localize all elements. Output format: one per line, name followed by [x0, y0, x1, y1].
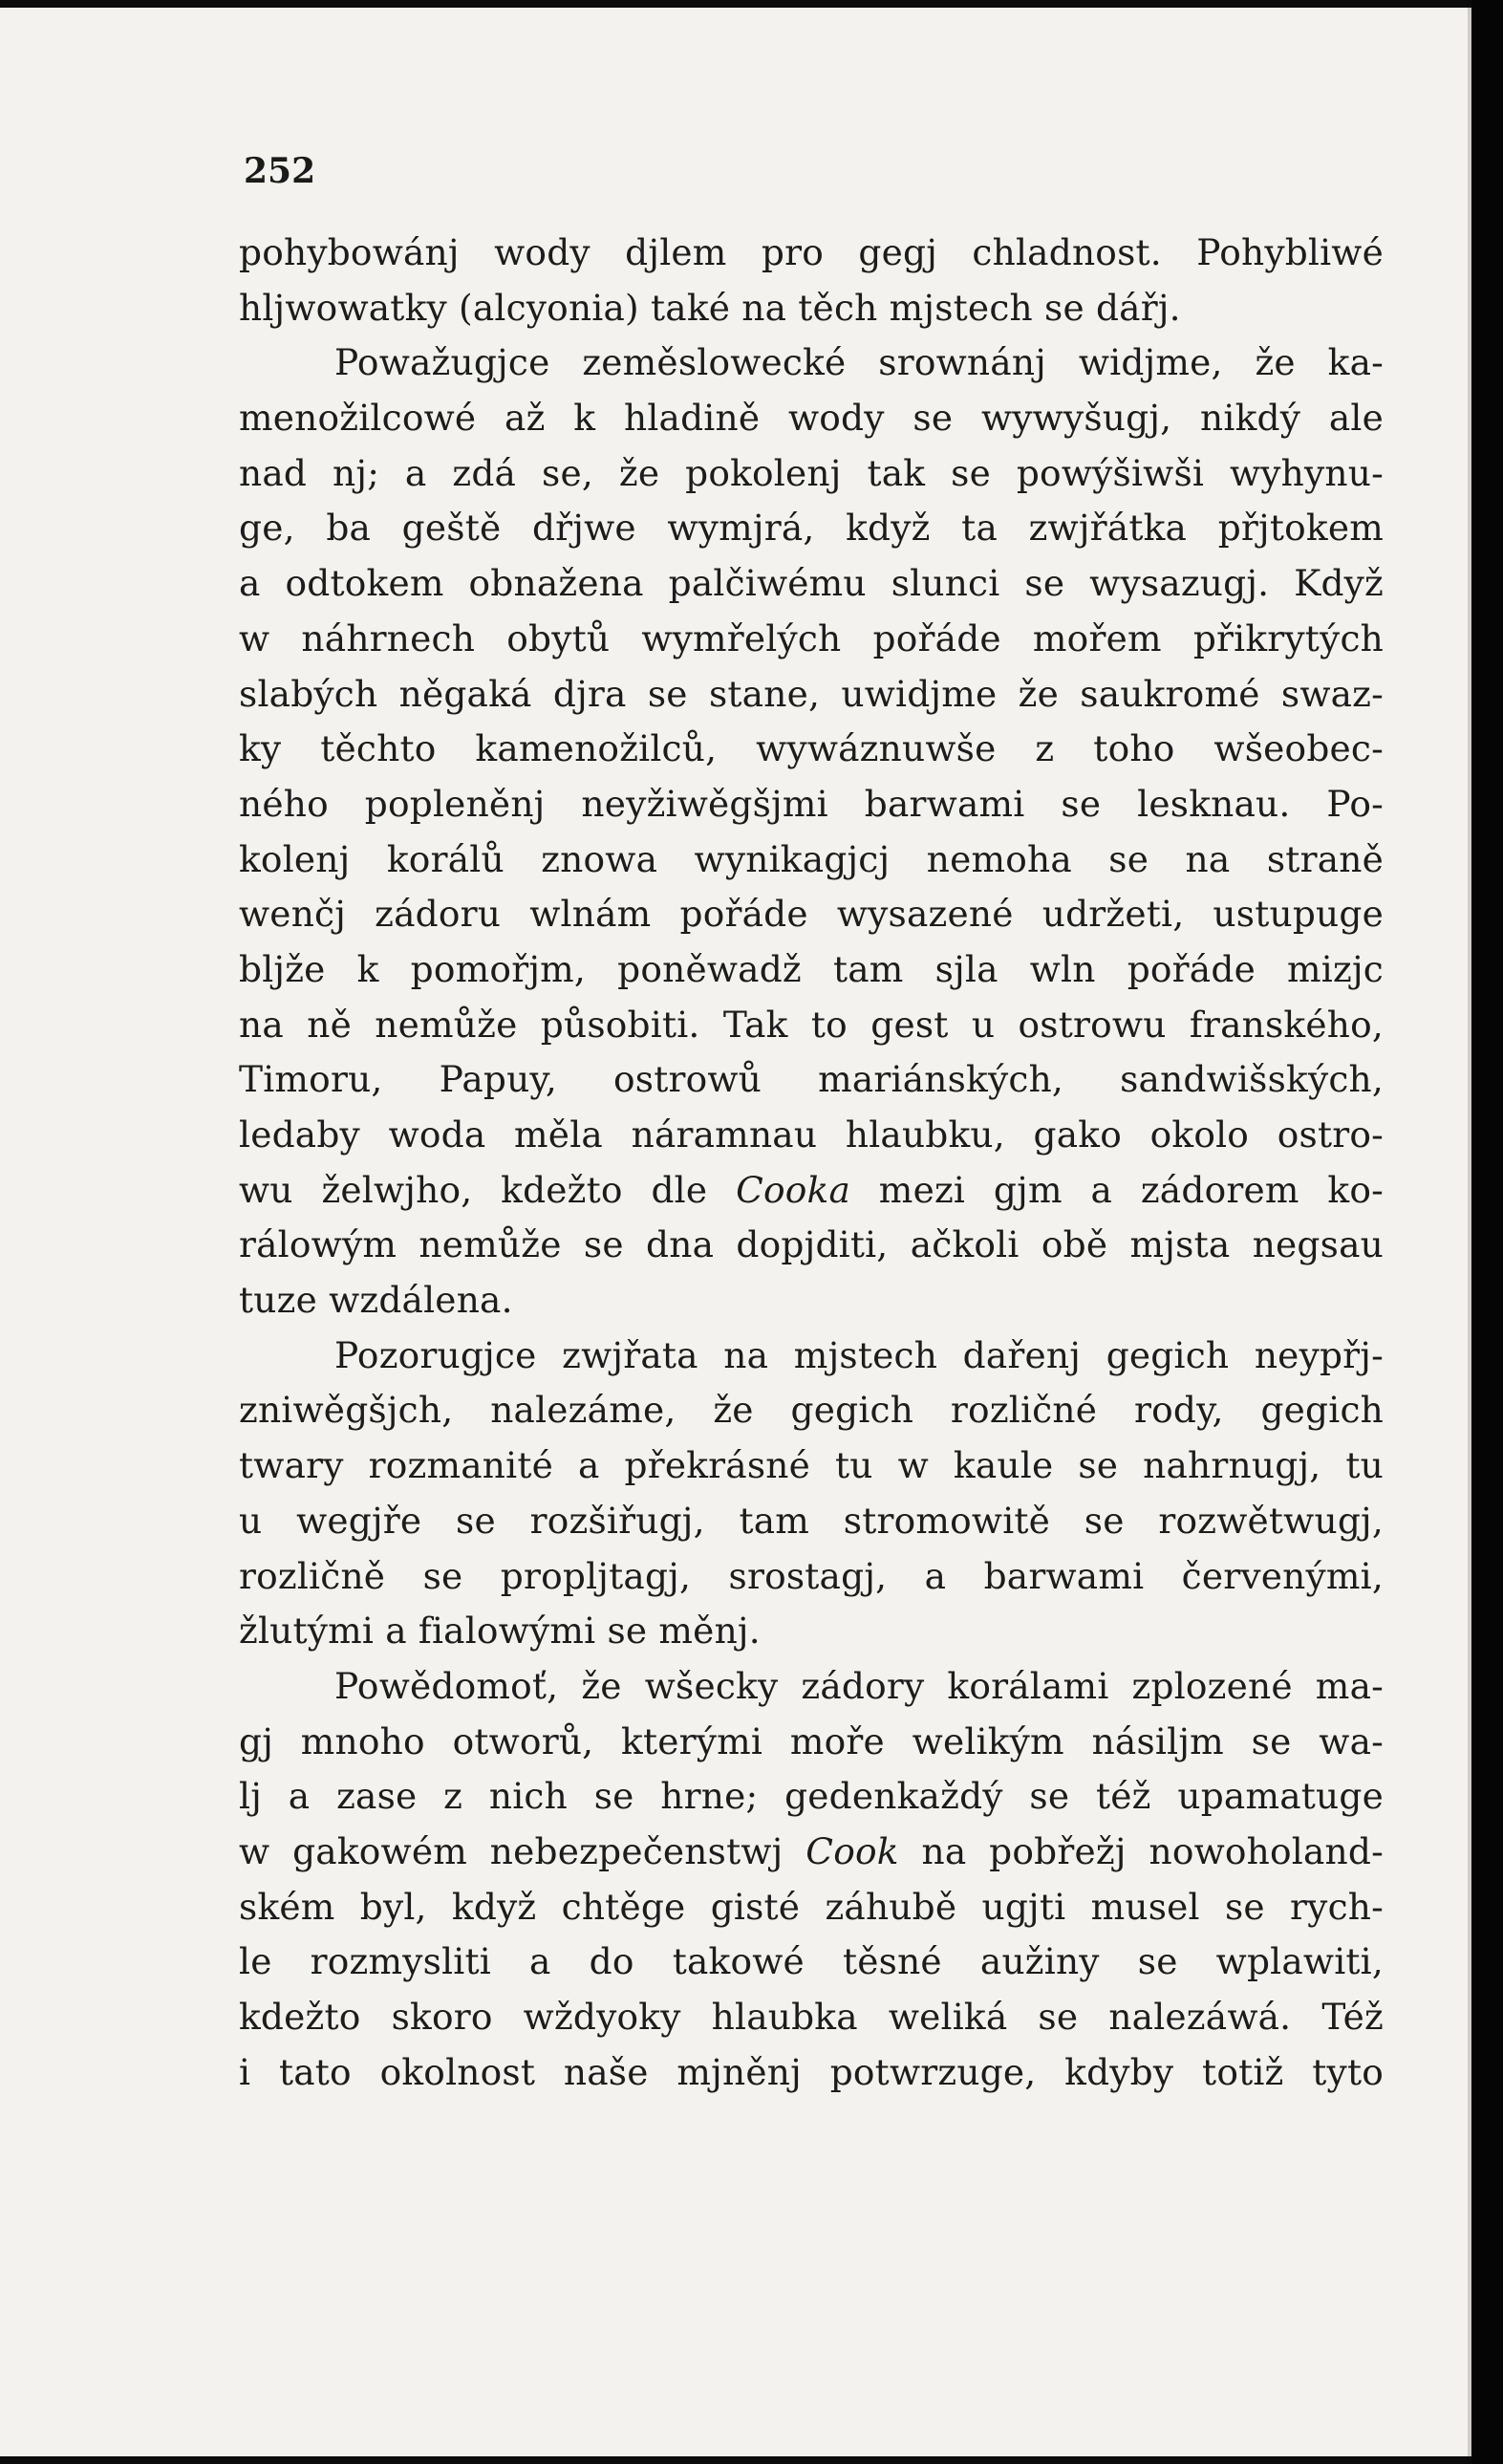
text-line: na ně nemůže působiti. Tak to gest u ostrowu franského, [239, 1003, 1384, 1046]
text-line: ky těchto kamenožilců, wywáznuwše z toho wšeobec- [239, 727, 1384, 770]
text-line: tuze wzdálena. [239, 1279, 513, 1322]
text-line: nad nj; a zdá se, že pokolenj tak se powýšiwši wyhynu- [239, 451, 1384, 494]
text-line: i tato okolnost naše mjněnj potwrzuge, kdyby totiž tyto [239, 2050, 1384, 2093]
text-line: w gakowém nebezpečenstwj Cook na pobřežj nowoholand- [239, 1829, 1384, 1872]
text-line: kolenj korálů znowa wynikagjcj nemoha se na straně [239, 837, 1384, 880]
text-line: zniwěgšjch, nalezáme, že gegich rozličné rody, gegich [239, 1389, 1384, 1432]
italic-name: Cook [805, 1829, 899, 1872]
text-line: wenčj zádoru wlnám pořáde wysazené udržeti, ustupuge [239, 893, 1384, 936]
text-line: ného popleněnj neyžiwěgšjmi barwami se lesknau. Po- [239, 782, 1384, 825]
text-line: wu želwjho, kdežto dle Cooka mezi gjm a zádorem ko- [239, 1168, 1384, 1211]
text-line: Powědomoť, že wšecky zádory korálami zplozené ma- [334, 1664, 1384, 1707]
scan-dark-edge [1471, 0, 1503, 2464]
text-line: Powažugjce zeměslowecké srownánj widjme, že ka- [334, 341, 1384, 384]
text-line: rálowým nemůže se dna dopjditi, ačkoli obě mjsta negsau [239, 1223, 1384, 1266]
italic-name: Cooka [736, 1168, 851, 1211]
text-line: menožilcowé až k hladině wody se wywyšugj, nikdý ale [239, 397, 1384, 440]
text-line: twary rozmanité a překrásné tu w kaule se nahrnugj, tu [239, 1444, 1384, 1487]
text-line: ledaby woda měla náramnau hlaubku, gako okolo ostro- [239, 1113, 1384, 1156]
body-text [239, 226, 1384, 2100]
text-line: pohybowánj wody djlem pro gegj chladnost. Pohybliwé [239, 231, 1384, 273]
text-line: rozličně se proplјtagj, srostagj, a barwami červenými, [239, 1554, 1384, 1597]
text-line: lj a zase z nich se hrne; gedenkaždý se též upamatuge [239, 1775, 1384, 1818]
text-line: bljže k pomořjm, poněwadž tam sjla wln pořáde mizjc [239, 947, 1384, 990]
text-line: u wegjře se rozšiřugj, tam stromowitě se rozwětwugj, [239, 1499, 1384, 1542]
book-page [0, 8, 1471, 2456]
text-line: le rozmysliti a do takowé těsné aužiny se wplawiti, [239, 1940, 1384, 1983]
text-line: slabých něgaká djra se stane, uwidjme že saukromé swaz- [239, 672, 1384, 715]
text-line: ském byl, když chtěge gisté záhubě ugjti musel se rych- [239, 1885, 1384, 1928]
text-line: hljwowatky (alcyonia) také na těch mjstech se dářj. [239, 286, 1181, 329]
page-number: 252 [244, 151, 316, 191]
text-line: w náhrnech obytů wymřelých pořáde mořem přikrytých [239, 616, 1384, 659]
text-line: ge, ba geště dřjwe wymjrá, když ta zwjřátka přjtokem [239, 507, 1384, 550]
text-line: kdežto skoro wždyoky hlaubka weliká se nalezáwá. Též [239, 1996, 1384, 2038]
text-line: Timoru, Papuy, ostrowů mariánských, sandwišských, [239, 1058, 1384, 1101]
text-line: a odtokem obnažena palčiwému slunci se wysazugj. Když [239, 562, 1384, 605]
text-line: žlutými a fialowými se měnj. [239, 1610, 761, 1653]
text-line: Pozorugjce zwjřata na mjstech dařenj gegich neypřj- [334, 1333, 1384, 1376]
text-line: gj mnoho otworů, kterými moře welikým násilјm se wa- [239, 1719, 1384, 1762]
